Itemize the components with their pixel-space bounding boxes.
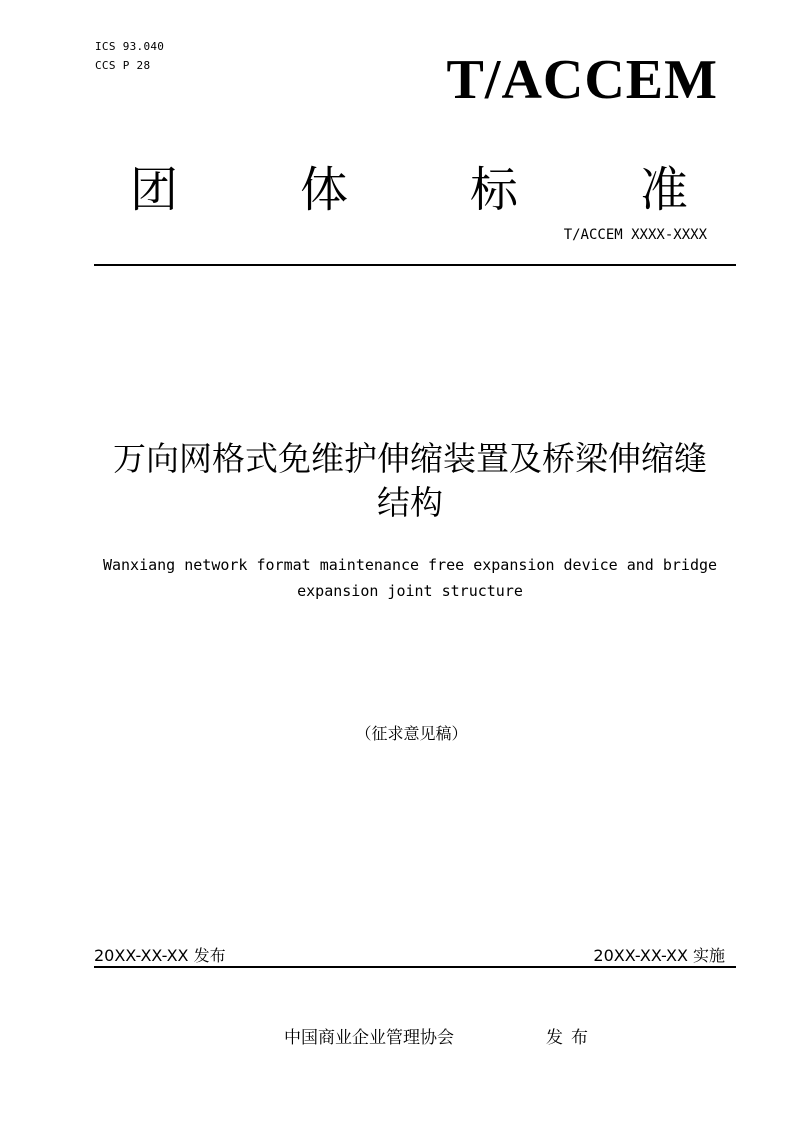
english-title [40, 552, 780, 604]
draft-status: （征求意见稿） [355, 724, 468, 743]
chinese-title-line-2: 结构 [377, 483, 443, 522]
publish-label: 发布 [546, 1028, 596, 1048]
publish-date: 20XX-XX-XX 发布 [94, 946, 226, 965]
standard-type-char: 团 [130, 162, 179, 218]
english-title-line-2: expansion joint structure [297, 582, 523, 600]
bottom-divider [94, 966, 736, 968]
ics-code: ICS 93.040 [95, 40, 165, 53]
implementation-date: 20XX-XX-XX 实施 [593, 946, 725, 965]
chinese-title-line-1: 万向网格式免维护伸缩装置及桥梁伸缩缝 [113, 439, 707, 478]
standard-type-heading [130, 160, 688, 220]
publisher-name: 中国商业企业管理协会 [284, 1028, 454, 1048]
standard-type-char: 标 [469, 162, 518, 218]
english-title-line-1: Wanxiang network format maintenance free expansion device and bridge [102, 556, 718, 574]
chinese-title [60, 437, 760, 525]
standard-type-char: 准 [639, 162, 688, 218]
standard-type-char: 体 [299, 162, 348, 218]
organization-logo: T/ACCEM [446, 49, 718, 111]
standard-number: T/ACCEM XXXX-XXXX [563, 227, 707, 243]
ccs-code: CCS P 28 [95, 59, 151, 72]
top-divider [94, 264, 736, 266]
